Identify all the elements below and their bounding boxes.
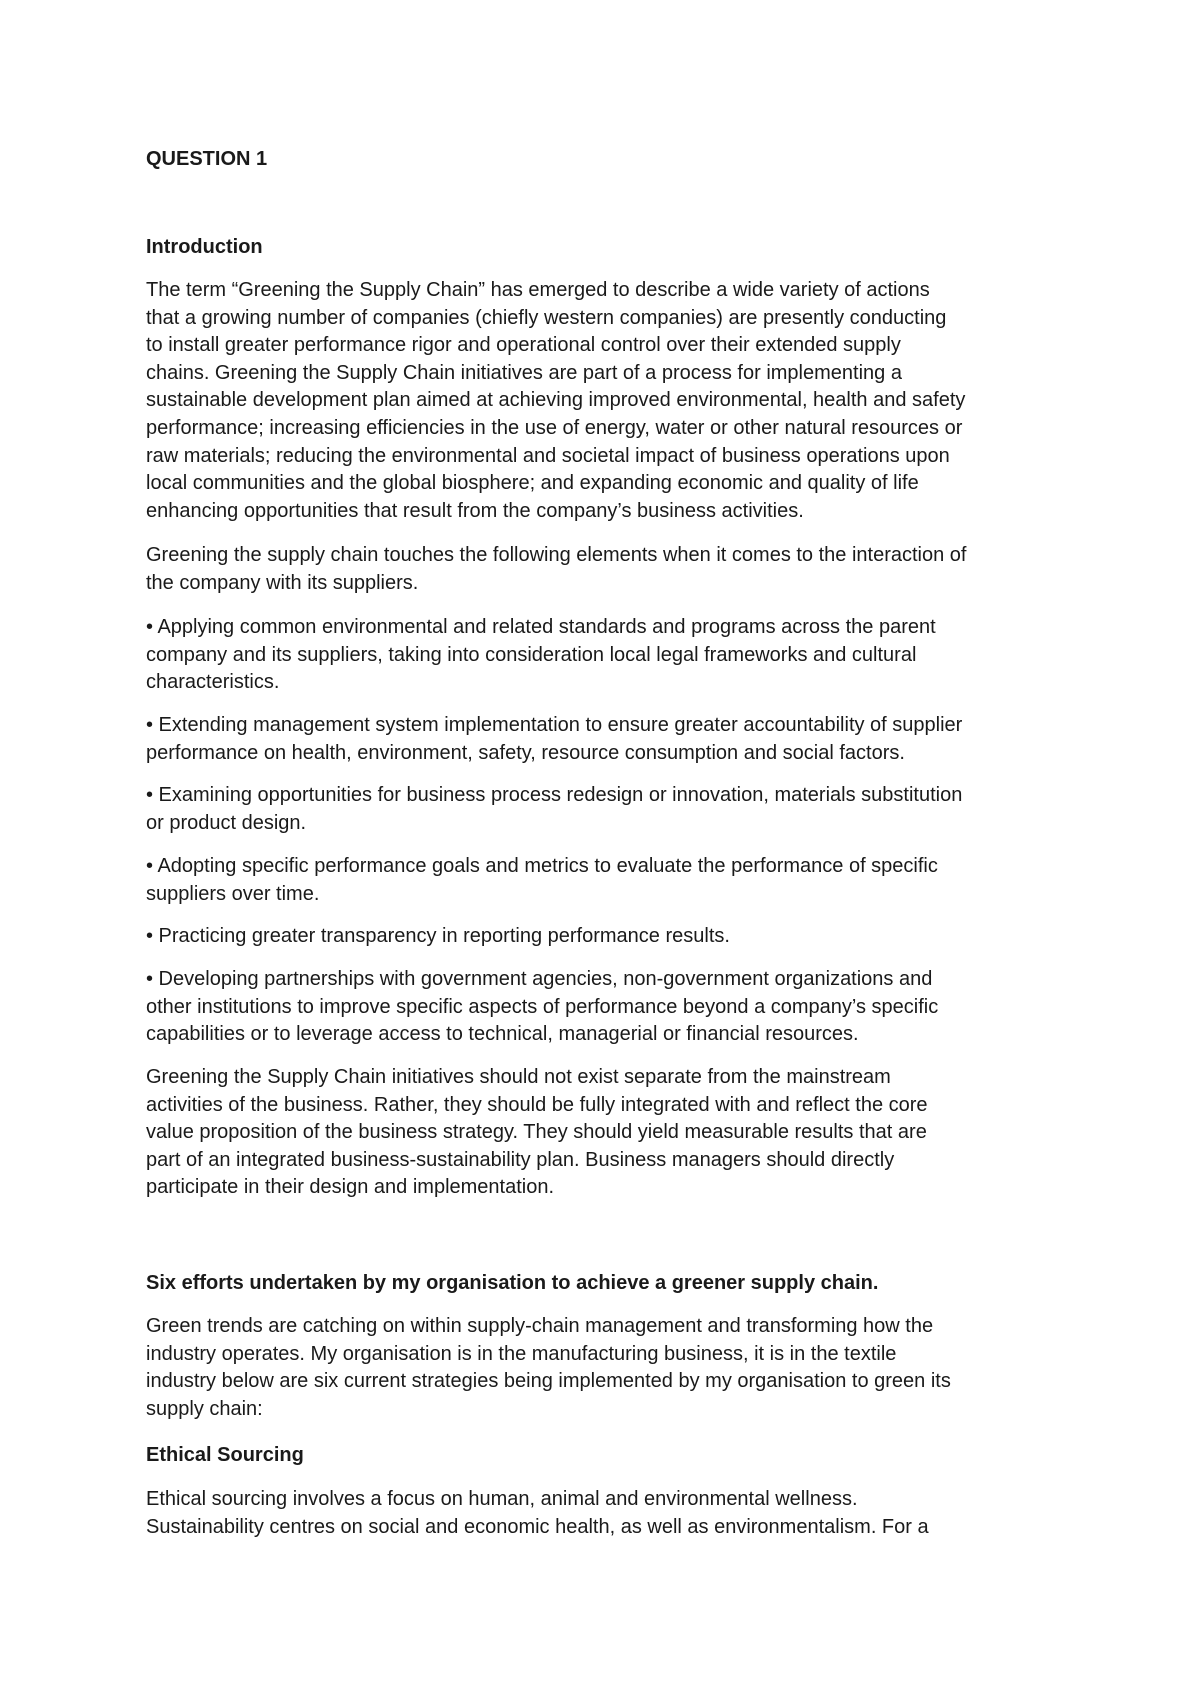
text-line: performance; increasing efficiencies in the use of energy, water or other natural resources or — [146, 416, 963, 439]
text-line: or product design. — [146, 811, 307, 834]
text-line: the company with its suppliers. — [146, 571, 419, 594]
elements-intro-paragraph — [146, 542, 1076, 597]
text-line: Sustainability centres on social and economic health, as well as environmentalism. For a — [146, 1515, 929, 1538]
text-line: • Extending management system implementation to ensure greater accountability of supplier — [146, 714, 963, 736]
text-line: • Adopting specific performance goals and metrics to evaluate the performance of specific — [146, 855, 938, 877]
text-line: capabilities or to leverage access to technical, managerial or financial resources. — [146, 1023, 859, 1046]
text-line: Greening the Supply Chain initiatives should not exist separate from the mainstream — [146, 1066, 891, 1088]
text-line: • Developing partnerships with government agencies, non-government organizations and — [146, 968, 933, 990]
six-efforts-heading: Six efforts undertaken by my organisation to achieve a greener supply chain. — [146, 1272, 879, 1294]
text-line: performance on health, environment, safety, resource consumption and social factors. — [146, 741, 905, 764]
text-line: other institutions to improve specific aspects of performance beyond a company’s specific — [146, 995, 939, 1018]
text-line: Ethical sourcing involves a focus on human, animal and environmental wellness. — [146, 1488, 858, 1510]
text-line: part of an integrated business-sustainability plan. Business managers should directly — [146, 1148, 895, 1171]
text-line: suppliers over time. — [146, 882, 320, 905]
text-line: Green trends are catching on within supply-chain management and transforming how the — [146, 1315, 934, 1337]
text-line: The term “Greening the Supply Chain” has emerged to describe a wide variety of actions — [146, 279, 930, 301]
text-line: local communities and the global biosphere; and expanding economic and quality of life — [146, 472, 919, 495]
text-line: • Practicing greater transparency in reporting performance results. — [146, 925, 730, 947]
text-line: supply chain: — [146, 1397, 263, 1420]
text-line: Greening the supply chain touches the following elements when it comes to the interaction of — [146, 544, 967, 566]
intro-heading: Introduction — [146, 236, 263, 258]
trends-paragraph — [146, 1313, 1076, 1423]
text-line: enhancing opportunities that result from the company’s business activities. — [146, 499, 804, 522]
question-title: QUESTION 1 — [146, 148, 268, 170]
text-line: characteristics. — [146, 671, 280, 694]
bullet-item — [146, 712, 1076, 767]
text-line: chains. Greening the Supply Chain initiatives are part of a process for implementing a — [146, 361, 902, 384]
initiatives-paragraph — [146, 1064, 1076, 1202]
text-line: that a growing number of companies (chiefly western companies) are presently conducting — [146, 306, 947, 329]
bullet-item — [146, 923, 1076, 951]
text-line: • Applying common environmental and related standards and programs across the parent — [146, 616, 936, 638]
text-line: value proposition of the business strategy. They should yield measurable results that are — [146, 1121, 927, 1144]
text-line: • Examining opportunities for business process redesign or innovation, materials substitution — [146, 784, 963, 806]
text-line: raw materials; reducing the environmental and societal impact of business operations upon — [146, 444, 950, 467]
ethical-sourcing-heading: Ethical Sourcing — [146, 1444, 304, 1466]
text-line: industry operates. My organisation is in the manufacturing business, it is in the textile — [146, 1342, 897, 1365]
ethical-paragraph — [146, 1486, 1076, 1541]
text-line: to install greater performance rigor and operational control over their extended supply — [146, 334, 901, 357]
text-line: participate in their design and implementation. — [146, 1176, 555, 1199]
bullet-item — [146, 782, 1076, 837]
intro-paragraph — [146, 277, 1076, 525]
text-line: industry below are six current strategies being implemented by my organisation to green its — [146, 1370, 951, 1393]
text-line: company and its suppliers, taking into consideration local legal frameworks and cultural — [146, 643, 917, 666]
bullet-item — [146, 614, 1076, 697]
text-line: sustainable development plan aimed at achieving improved environmental, health and safety — [146, 389, 966, 412]
bullet-item — [146, 853, 1076, 908]
bullet-item — [146, 966, 1076, 1049]
text-line: activities of the business. Rather, they should be fully integrated with and reflect the core — [146, 1093, 928, 1116]
